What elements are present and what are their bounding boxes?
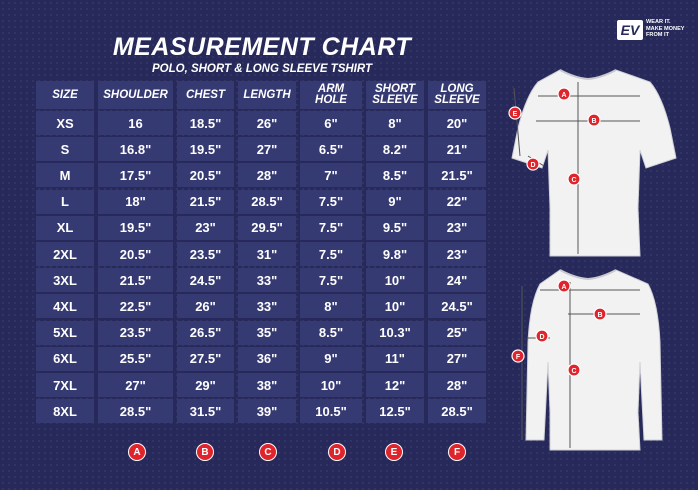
table-cell-arm-hole: 10" [300, 373, 362, 397]
table-cell-length: 27" [238, 137, 296, 161]
table-cell-arm-hole: 7.5" [300, 190, 362, 214]
column-badge-d: D [328, 443, 346, 461]
table-cell-chest: 24.5" [177, 268, 234, 292]
diagram-badge-d [527, 158, 539, 170]
header-size: SIZE [36, 81, 94, 109]
table-cell-arm-hole: 6" [300, 111, 362, 135]
table-cell-length: 31" [238, 242, 296, 266]
size-label: XS [36, 111, 94, 135]
table-cell-chest: 18.5" [177, 111, 234, 135]
table-cell-chest: 27.5" [177, 347, 234, 371]
column-badge-f: F [448, 443, 466, 461]
table-cell-long-sleeve: 28.5" [428, 399, 486, 423]
table-cell-arm-hole: 8" [300, 294, 362, 318]
svg-text:F: F [515, 354, 521, 361]
table-cell-shoulder: 21.5" [98, 268, 173, 292]
brand-logo-mark [617, 20, 643, 40]
svg-text:A: A [561, 92, 567, 99]
header-long-sleeve: LONG SLEEVE [428, 81, 486, 109]
size-label: 4XL [36, 294, 94, 318]
table-cell-long-sleeve: 24.5" [428, 294, 486, 318]
table-cell-shoulder: 27" [98, 373, 173, 397]
table-cell-arm-hole: 10.5" [300, 399, 362, 423]
table-cell-shoulder: 16 [98, 111, 173, 135]
table-cell-chest: 26" [177, 294, 234, 318]
table-cell-short-sleeve: 10" [366, 294, 424, 318]
table-cell-arm-hole: 7.5" [300, 242, 362, 266]
long-diagram-badge-c [568, 364, 580, 376]
table-cell-length: 36" [238, 347, 296, 371]
header-shoulder: SHOULDER [98, 81, 173, 109]
table-cell-long-sleeve: 20" [428, 111, 486, 135]
table-cell-short-sleeve: 9.5" [366, 216, 424, 240]
long-sleeve-shirt-diagram [500, 262, 690, 457]
diagram-badge-c [568, 173, 580, 185]
table-cell-arm-hole: 7.5" [300, 268, 362, 292]
page-title: MEASUREMENT CHART [112, 33, 412, 61]
table-cell-arm-hole: 8.5" [300, 321, 362, 345]
long-diagram-badge-f [512, 350, 524, 362]
table-cell-length: 26" [238, 111, 296, 135]
table-cell-chest: 21.5" [177, 190, 234, 214]
svg-text:A: A [561, 284, 567, 291]
table-cell-arm-hole: 7" [300, 163, 362, 187]
table-cell-arm-hole: 7.5" [300, 216, 362, 240]
table-cell-short-sleeve: 8.5" [366, 163, 424, 187]
column-badge-b: B [196, 443, 214, 461]
svg-text:D: D [539, 334, 545, 341]
table-cell-short-sleeve: 12.5" [366, 399, 424, 423]
svg-text:E: E [512, 111, 518, 118]
long-diagram-badge-a [558, 280, 570, 292]
header-arm-hole: ARM HOLE [300, 81, 362, 109]
table-cell-chest: 29" [177, 373, 234, 397]
table-cell-long-sleeve: 21.5" [428, 163, 486, 187]
header-length: LENGTH [238, 81, 296, 109]
table-cell-length: 33" [238, 294, 296, 318]
table-cell-chest: 19.5" [177, 137, 234, 161]
svg-text:C: C [571, 368, 577, 375]
brand-tagline: WEAR IT. MAKE MONEY FROM IT [646, 19, 685, 39]
table-cell-chest: 26.5" [177, 321, 234, 345]
column-badge-a: A [128, 443, 146, 461]
size-label: S [36, 137, 94, 161]
svg-text:D: D [530, 162, 536, 169]
table-cell-shoulder: 28.5" [98, 399, 173, 423]
size-label: 6XL [36, 347, 94, 371]
table-cell-length: 33" [238, 268, 296, 292]
table-cell-long-sleeve: 28" [428, 373, 486, 397]
table-cell-shoulder: 23.5" [98, 321, 173, 345]
table-cell-long-sleeve: 25" [428, 321, 486, 345]
table-cell-length: 39" [238, 399, 296, 423]
table-cell-short-sleeve: 9.8" [366, 242, 424, 266]
table-cell-chest: 20.5" [177, 163, 234, 187]
table-cell-shoulder: 18" [98, 190, 173, 214]
table-cell-length: 29.5" [238, 216, 296, 240]
table-cell-shoulder: 19.5" [98, 216, 173, 240]
svg-text:C: C [571, 177, 577, 184]
long-diagram-badge-d [536, 330, 548, 342]
table-cell-shoulder: 22.5" [98, 294, 173, 318]
diagram-badge-a [558, 88, 570, 100]
short-sleeve-shirt-diagram [500, 58, 690, 263]
table-cell-long-sleeve: 23" [428, 216, 486, 240]
table-cell-arm-hole: 6.5" [300, 137, 362, 161]
size-label: M [36, 163, 94, 187]
svg-text:B: B [591, 118, 597, 125]
page-subtitle: POLO, SHORT & LONG SLEEVE TSHIRT [151, 63, 373, 75]
table-cell-short-sleeve: 10.3" [366, 321, 424, 345]
brand-mark-text: EV [620, 22, 640, 38]
size-label: 5XL [36, 321, 94, 345]
diagram-badge-b [588, 114, 600, 126]
size-label: 8XL [36, 399, 94, 423]
table-cell-arm-hole: 9" [300, 347, 362, 371]
table-cell-long-sleeve: 23" [428, 242, 486, 266]
size-label: 2XL [36, 242, 94, 266]
table-cell-shoulder: 20.5" [98, 242, 173, 266]
table-cell-shoulder: 25.5" [98, 347, 173, 371]
svg-text:B: B [597, 312, 603, 319]
table-cell-long-sleeve: 22" [428, 190, 486, 214]
table-cell-short-sleeve: 8" [366, 111, 424, 135]
long-diagram-badge-b [594, 308, 606, 320]
table-cell-short-sleeve: 11" [366, 347, 424, 371]
table-cell-shoulder: 17.5" [98, 163, 173, 187]
header-chest: CHEST [177, 81, 234, 109]
diagram-badge-e [509, 107, 521, 119]
size-label: 7XL [36, 373, 94, 397]
table-cell-length: 35" [238, 321, 296, 345]
table-cell-short-sleeve: 9" [366, 190, 424, 214]
size-label: XL [36, 216, 94, 240]
table-cell-short-sleeve: 8.2" [366, 137, 424, 161]
table-cell-chest: 23.5" [177, 242, 234, 266]
long-sleeve-shirt [526, 270, 662, 450]
column-badge-c: C [259, 443, 277, 461]
brand-logo [617, 19, 689, 45]
table-cell-long-sleeve: 21" [428, 137, 486, 161]
table-cell-length: 38" [238, 373, 296, 397]
table-cell-chest: 23" [177, 216, 234, 240]
table-cell-short-sleeve: 10" [366, 268, 424, 292]
table-cell-short-sleeve: 12" [366, 373, 424, 397]
header-short-sleeve: SHORT SLEEVE [366, 81, 424, 109]
table-cell-long-sleeve: 24" [428, 268, 486, 292]
table-cell-shoulder: 16.8" [98, 137, 173, 161]
table-cell-long-sleeve: 27" [428, 347, 486, 371]
table-cell-chest: 31.5" [177, 399, 234, 423]
table-cell-length: 28" [238, 163, 296, 187]
size-label: 3XL [36, 268, 94, 292]
size-label: L [36, 190, 94, 214]
table-cell-length: 28.5" [238, 190, 296, 214]
column-badge-e: E [385, 443, 403, 461]
